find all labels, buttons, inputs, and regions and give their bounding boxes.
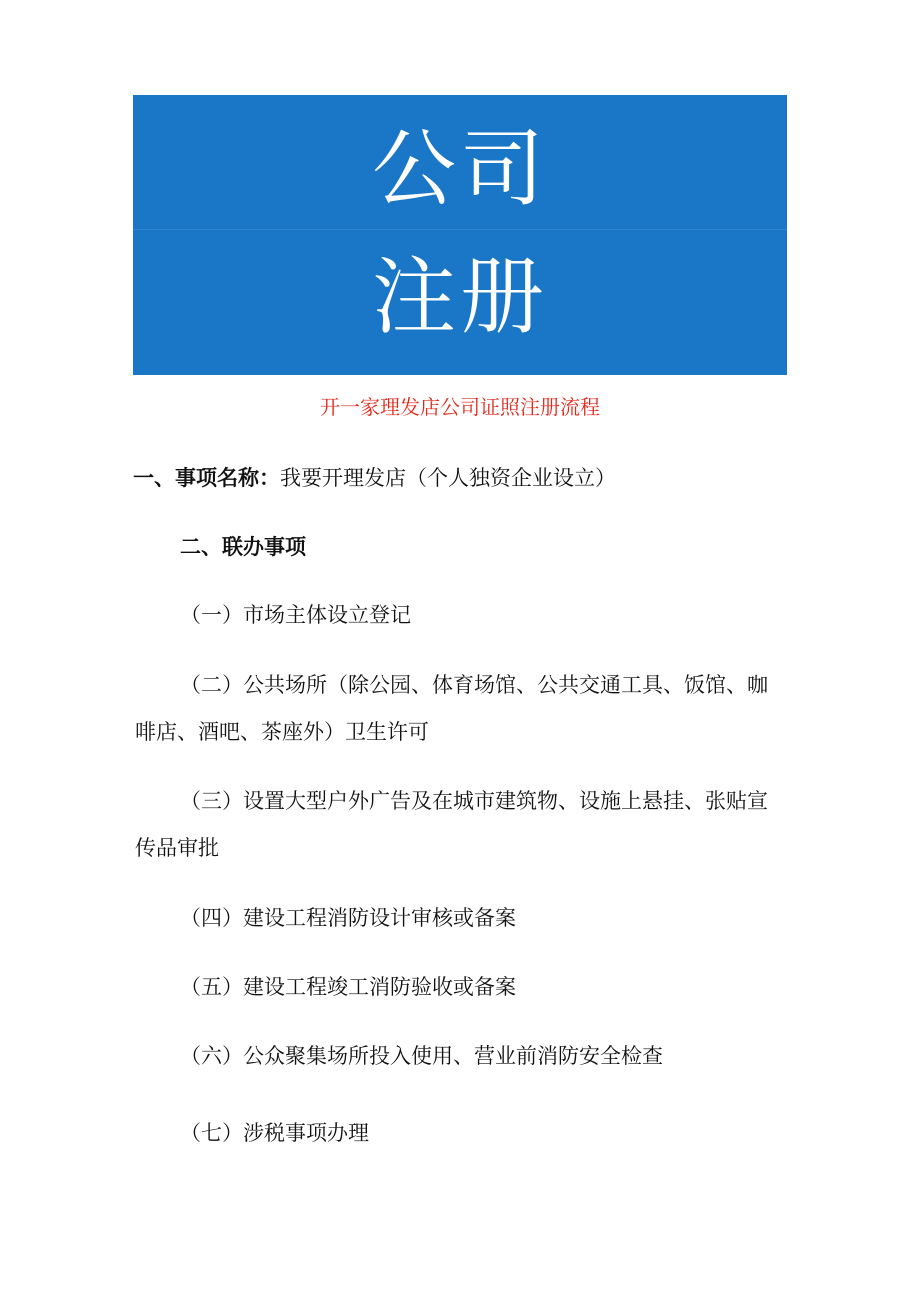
section-1-value: 我要开理发店（个人独资企业设立）	[280, 466, 616, 490]
section-2-heading: 二、联办事项	[180, 535, 306, 559]
list-item: （二）公共场所（除公园、体育场馆、公共交通工具、饭馆、咖啡店、酒吧、茶座外）卫生许可	[135, 673, 768, 744]
section-1-label: 一、事项名称：	[133, 466, 280, 490]
list-item: （三）设置大型户外广告及在城市建筑物、设施上悬挂、张贴宣传品审批	[135, 789, 768, 860]
banner-divider	[133, 229, 787, 230]
banner-title-line-1: 公司	[371, 120, 548, 218]
section-item-name	[133, 463, 616, 493]
banner-title-line-2: 注册	[371, 248, 548, 346]
list-item: （六）公众聚集场所投入使用、营业前消防安全检查	[180, 1044, 663, 1068]
list-item: （一）市场主体设立登记	[180, 603, 411, 627]
document-subtitle: 开一家理发店公司证照注册流程	[320, 395, 600, 419]
list-item: （七）涉税事项办理	[180, 1121, 369, 1145]
list-item: （五）建设工程竣工消防验收或备案	[180, 975, 516, 999]
list-item: （四）建设工程消防设计审核或备案	[180, 906, 516, 930]
title-banner	[133, 95, 787, 375]
